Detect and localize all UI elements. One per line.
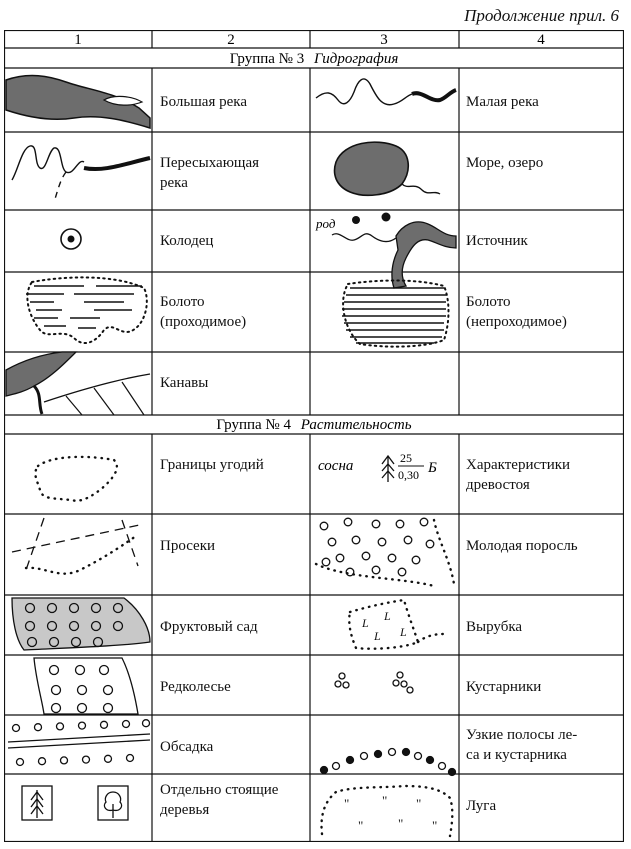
symbol-mark — [101, 721, 108, 728]
stump-mark: L — [384, 609, 391, 623]
group-4-title: Группа № 4 — [216, 417, 291, 433]
column-number-4: 4 — [537, 32, 545, 48]
roadside-planting-symbol — [8, 720, 150, 766]
symbol-mark — [35, 724, 42, 731]
symbol-mark — [328, 538, 336, 546]
symbol-mark — [39, 758, 46, 765]
symbol-mark — [361, 753, 368, 760]
planting-marks — [13, 720, 150, 766]
shrubs-symbol — [335, 672, 413, 693]
symbol-mark — [333, 763, 340, 770]
symbol-mark — [57, 723, 64, 730]
group-3-title: Группа № 3 — [229, 51, 305, 67]
symbol-mark — [123, 721, 130, 728]
symbol-mark — [396, 520, 404, 528]
symbol-mark — [320, 522, 328, 530]
symbol-mark — [372, 566, 380, 574]
symbol-mark — [76, 666, 85, 675]
symbol-mark — [321, 767, 328, 774]
stand-species: сосна — [318, 458, 354, 474]
symbol-mark — [404, 536, 412, 544]
veg-label-land-boundaries: Границы угодий — [160, 457, 264, 473]
symbol-mark — [17, 759, 24, 766]
hydro-label-drying-river: Пересыхающая река — [160, 155, 260, 191]
stump-mark: L — [362, 616, 369, 630]
symbol-mark — [79, 722, 86, 729]
hydro-label-sea-lake: Море, озеро — [466, 155, 544, 171]
symbol-mark — [415, 753, 422, 760]
group-3-header — [230, 51, 399, 67]
spring-label: род — [316, 216, 336, 231]
symbol-mark — [427, 757, 434, 764]
hydro-label-small-river: Малая река — [466, 94, 539, 110]
hydro-label-impassable-swamp: Болото (непроходимое) — [466, 294, 567, 330]
appendix-caption: Продолжение прил. 6 — [464, 6, 619, 25]
column-number-3: 3 — [380, 32, 388, 48]
veg-label-young-growth: Молодая поросль — [466, 538, 578, 554]
grass-mark: " — [432, 818, 438, 833]
table-grid — [4, 30, 624, 842]
meadow-symbol — [322, 786, 453, 836]
symbol-mark — [127, 755, 134, 762]
group-4-header — [216, 417, 411, 433]
veg-label-logging: Вырубка — [466, 619, 523, 635]
symbol-mark — [13, 725, 20, 732]
symbol-mark — [426, 540, 434, 548]
column-number-1: 1 — [74, 32, 82, 48]
deciduous-tree-icon — [104, 792, 121, 818]
symbol-mark — [375, 751, 382, 758]
veg-label-meadow: Луга — [466, 798, 497, 814]
group-3-subtitle: Гидрография — [314, 51, 399, 67]
stand-height: 25 — [400, 451, 412, 465]
symbol-mark — [346, 568, 354, 576]
orchard-symbol — [12, 598, 150, 650]
veg-label-roadside-planting: Обсадка — [160, 739, 214, 755]
hydro-label-ditches: Канавы — [160, 375, 209, 391]
grass-mark: " — [416, 796, 422, 811]
young-growth-symbol — [316, 518, 454, 586]
stand-diameter: 0,30 — [398, 468, 419, 482]
symbol-mark — [143, 720, 150, 727]
symbol-mark — [322, 558, 330, 566]
clearings-symbol — [12, 518, 144, 574]
veg-label-orchard: Фруктовый сад — [160, 619, 258, 635]
hydro-label-well: Колодец — [160, 233, 214, 249]
symbol-mark — [100, 666, 109, 675]
ditches-symbol — [6, 352, 150, 415]
symbol-mark — [52, 686, 61, 695]
group-4-subtitle: Растительность — [300, 417, 412, 433]
grass-mark: " — [344, 796, 350, 811]
veg-label-narrow-belts: Узкие полосы ле- са и кустарника — [466, 727, 578, 763]
legend-table — [4, 30, 624, 842]
hydro-label-passable-swamp: Болото (проходимое) — [160, 294, 247, 330]
grass-mark: " — [398, 816, 404, 831]
grass-mark: " — [358, 818, 364, 833]
logging-area-symbol — [349, 600, 444, 649]
symbol-mark — [78, 686, 87, 695]
single-trees-symbol — [22, 786, 128, 820]
symbol-mark — [389, 749, 396, 756]
conifer-icon — [382, 456, 394, 482]
hydro-label-spring: Источник — [466, 233, 528, 249]
stand-grade: Б — [428, 460, 437, 476]
symbol-mark — [347, 757, 354, 764]
young-growth-marks — [320, 518, 434, 576]
symbol-mark — [412, 556, 420, 564]
symbol-mark — [61, 757, 68, 764]
veg-label-sparse-forest: Редколесье — [160, 679, 231, 695]
veg-label-clearings: Просеки — [160, 538, 216, 554]
symbol-mark — [78, 704, 87, 713]
symbol-mark — [104, 686, 113, 695]
sparse-forest-symbol — [34, 658, 138, 714]
veg-label-stand-characteristics: Характеристики древостоя — [466, 457, 571, 493]
small-river-symbol — [316, 79, 456, 105]
hydro-label-large-river: Большая река — [160, 94, 247, 110]
sea-lake-symbol — [335, 142, 440, 195]
column-number-2: 2 — [227, 32, 235, 48]
symbol-mark — [352, 536, 360, 544]
land-boundary-symbol — [35, 457, 116, 501]
symbol-mark — [83, 756, 90, 763]
symbol-mark — [336, 554, 344, 562]
forest-stand-symbol — [318, 451, 437, 482]
passable-swamp-symbol — [26, 277, 147, 343]
impassable-swamp-symbol — [342, 281, 449, 347]
spring-symbol — [315, 213, 456, 289]
symbol-mark — [362, 552, 370, 560]
stump-mark: L — [400, 625, 407, 639]
symbol-mark — [372, 520, 380, 528]
grass-mark: " — [382, 793, 388, 808]
well-symbol — [61, 229, 81, 249]
conifer-tree-icon — [31, 790, 43, 818]
symbol-mark — [104, 704, 113, 713]
drying-river-symbol — [12, 146, 150, 202]
symbol-mark — [439, 763, 446, 770]
symbol-mark — [449, 769, 456, 776]
symbol-mark — [403, 749, 410, 756]
veg-label-shrubs: Кустарники — [466, 679, 542, 695]
symbol-mark — [344, 518, 352, 526]
symbol-mark — [52, 704, 61, 713]
symbol-mark — [420, 518, 428, 526]
symbol-mark — [50, 666, 59, 675]
symbol-mark — [105, 755, 112, 762]
stump-mark: L — [374, 629, 381, 643]
narrow-forest-belt-symbol — [321, 749, 456, 776]
symbol-mark — [398, 568, 406, 576]
veg-label-single-trees: Отдельно стоящие деревья — [160, 782, 279, 818]
symbol-mark — [378, 538, 386, 546]
symbol-mark — [388, 554, 396, 562]
large-river-symbol — [6, 76, 150, 128]
sparse-forest-marks — [50, 666, 113, 713]
